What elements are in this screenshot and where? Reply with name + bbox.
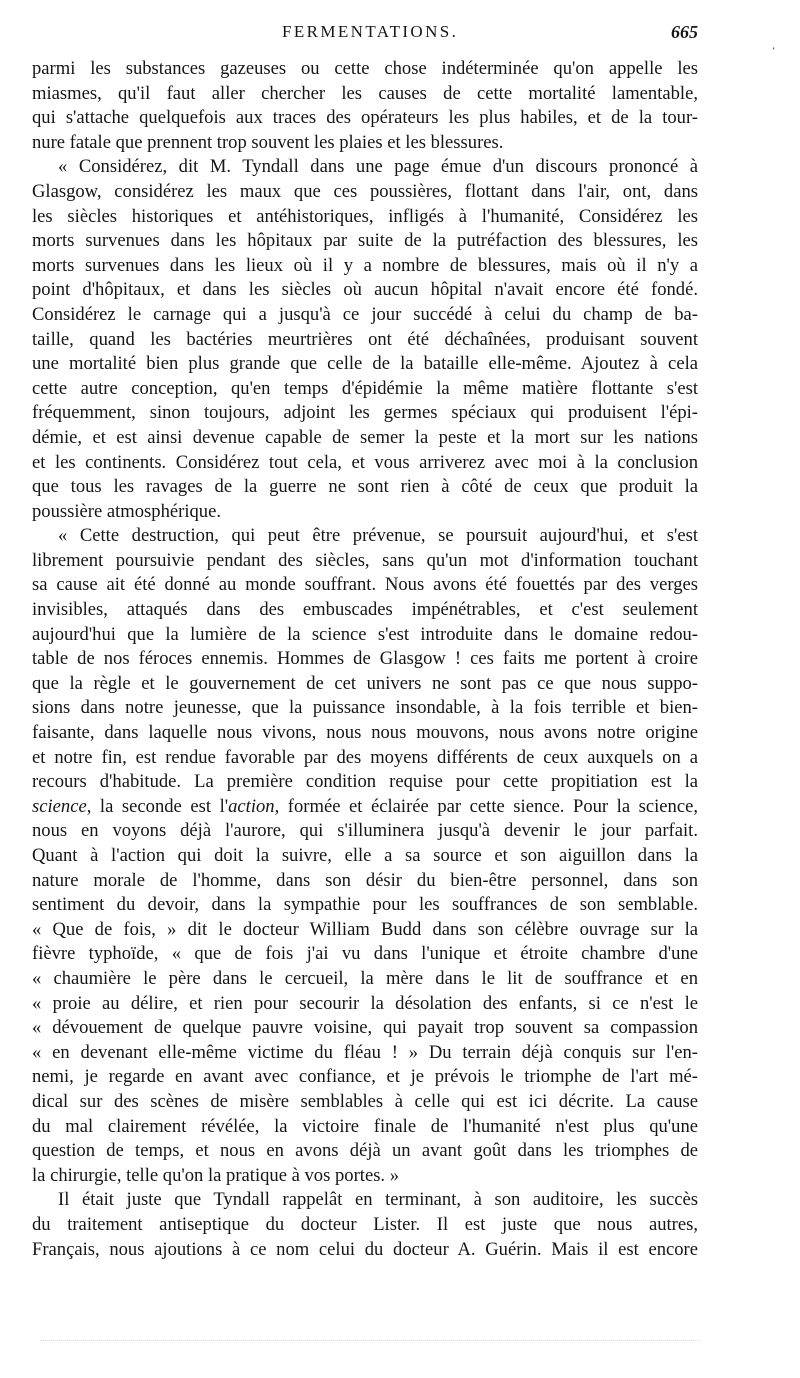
ink-speck-mark: ‘ [772,46,776,57]
text-line: Glasgow, considérez les maux que ces poussières, flottant dans l'air, ont, dans [32,180,698,202]
text-line: nous en voyons déjà l'aurore, qui s'illuminera jusqu'à devenir le jour parfait. [32,820,698,842]
text-line: « Considérez, dit M. Tyndall dans une page émue d'un discours prononcé à [58,156,698,178]
text-line: une mortalité bien plus grande que celle de la bataille elle-même. Ajoutez à cela [32,353,698,375]
text-line: qui s'attache quelquefois aux traces des opérateurs les plus habiles, et de la tour- [32,107,698,129]
text-line: la chirurgie, telle qu'on la pratique à vos portes. » [32,1164,400,1186]
text-line: recours d'habitude. La première condition requise pour cette propitiation est la [32,771,698,793]
text-segment: , la seconde est l' [86,795,229,817]
text-line: du mal clairement révélée, la victoire finale de l'humanité n'est plus qu'une [32,1115,698,1137]
paragraph-continuation [32,57,698,155]
text-line: librement poursuivie pendant des siècles, sans qu'un mot d'information touchant [32,549,698,571]
text-line: morts survenues dans les hôpitaux par suite de la putréfaction des blessures, les [32,230,698,252]
text-line: fréquemment, sinon toujours, adjoint les germes spéciaux qui produisent l'épi- [32,402,698,424]
text-line: sa cause ait été donné au monde souffrant. Nous avons été fouettés par des verges [32,574,698,596]
text-line: parmi les substances gazeuses ou cette chose indéterminée qu'on appelle les [32,58,698,79]
text-line: Français, nous ajoutions à ce nom celui du docteur A. Guérin. Mais il est encore [32,1238,698,1260]
text-line: cette autre conception, qu'en temps d'épidémie la même matière flottante s'est [32,377,698,399]
text-line: question de temps, et nous en avons déjà un avant goût dans les triomphes de [32,1140,698,1162]
text-line: « Cette destruction, qui peut être prévenue, se poursuit aujourd'hui, et s'est [58,525,698,547]
text-line: et les continents. Considérez tout cela, et vous arriverez avec moi à la conclusion [32,451,698,473]
paragraph-tyndall-quote [32,155,698,524]
body-text [32,57,698,1262]
text-line: Il était juste que Tyndall rappelât en terminant, à son auditoire, les succès [58,1189,698,1211]
text-segment: , formée et éclairée par cette sience. Pour la science, [274,795,699,817]
text-line: Quant à l'action qui doit la suivre, elle a sa source et son aiguillon dans la [32,845,698,866]
paragraph-destruction-quote [32,524,698,1188]
text-line: dical sur des scènes de misère semblables à celle qui est ici décrite. La cause [32,1090,698,1112]
text-line: point d'hôpitaux, et dans les siècles où aucun hôpital n'avait encore été fondé. [32,279,698,301]
paragraph-lister [32,1188,698,1262]
text-line: table de nos féroces ennemis. Hommes de Glasgow ! ces faits me portent à croire [32,648,698,670]
text-line: que tous les ravages de la guerre ne sont rien à côté de ceux que produit la [32,476,698,498]
text-line: taille, quand les bactéries meurtrières ont été déchaînées, produisant souvent [32,328,698,350]
text-line: que la règle et le gouvernement de cet univers ne sont pas ce que nous suppo- [32,672,698,694]
text-line: « en devenant elle-même victime du fléau ! » Du terrain déjà conquis sur l'en- [32,1041,698,1063]
italic-science: science [32,795,87,817]
text-line: les siècles historiques et antéhistoriques, infligés à l'humanité, Considérez les [32,205,698,227]
page-number: 665 [671,22,698,42]
italic-action: action [228,795,275,817]
running-title: FERMENTATIONS. [282,22,459,41]
text-line: faisante, dans laquelle nous vivons, nous nous mouvons, nous avons notre origine [32,722,698,744]
text-line-science-action [32,795,698,820]
text-line: fièvre typhoïde, « que de fois j'ai vu dans l'unique et étroite chambre d'une [32,943,698,965]
text-line: « Que de fois, » dit le docteur William Budd dans son célèbre ouvrage sur la [32,918,698,940]
text-line: « dévouement de quelque pauvre voisine, qui payait trop souvent sa compassion [32,1017,698,1039]
text-line: démie, et est ainsi devenue capable de semer la peste et la mort sur les nations [32,426,698,448]
text-line: « chaumière le père dans le cercueil, la mère dans le lit de souffrance et en [32,967,698,989]
text-line: nature morale de l'homme, dans son désir du bien-être personnel, dans son [32,869,698,891]
text-line: morts survenues dans les lieux où il y a nombre de blessures, mais où il n'y a [32,254,698,276]
text-line: miasmes, qu'il faut aller chercher les causes de cette mortalité lamentable, [32,82,698,104]
bleed-through-trace [40,1340,700,1347]
text-line: « proie au délire, et rien pour secourir la désolation des enfants, si ce n'est le [32,992,698,1014]
text-line: sions dans notre jeunesse, que la puissance insondable, à la fois terrible et bien- [32,697,698,719]
text-line: du traitement antiseptique du docteur Lister. Il est juste que nous autres, [32,1213,698,1235]
page-header [32,22,698,48]
text-line: invisibles, attaqués dans des embuscades impénétrables, et c'est seulement [32,599,698,621]
text-line: Considérez le carnage qui a jusqu'à ce jour succédé à celui du champ de ba- [32,303,698,325]
text-line: poussière atmosphérique. [32,500,221,522]
text-line: aujourd'hui que la lumière de la science s'est introduite dans le domaine redou- [32,623,698,645]
text-line: et notre fin, est rendue favorable par des moyens différents de ceux auxquels on a [32,746,698,768]
text-line: nure fatale que prennent trop souvent les plaies et les blessures. [32,131,504,153]
text-line: sentiment du devoir, dans la sympathie pour les souffrances de son semblable. [32,894,698,916]
text-line: nemi, je regarde en avant avec confiance, et je prévois le triomphe de l'art mé- [32,1066,698,1088]
